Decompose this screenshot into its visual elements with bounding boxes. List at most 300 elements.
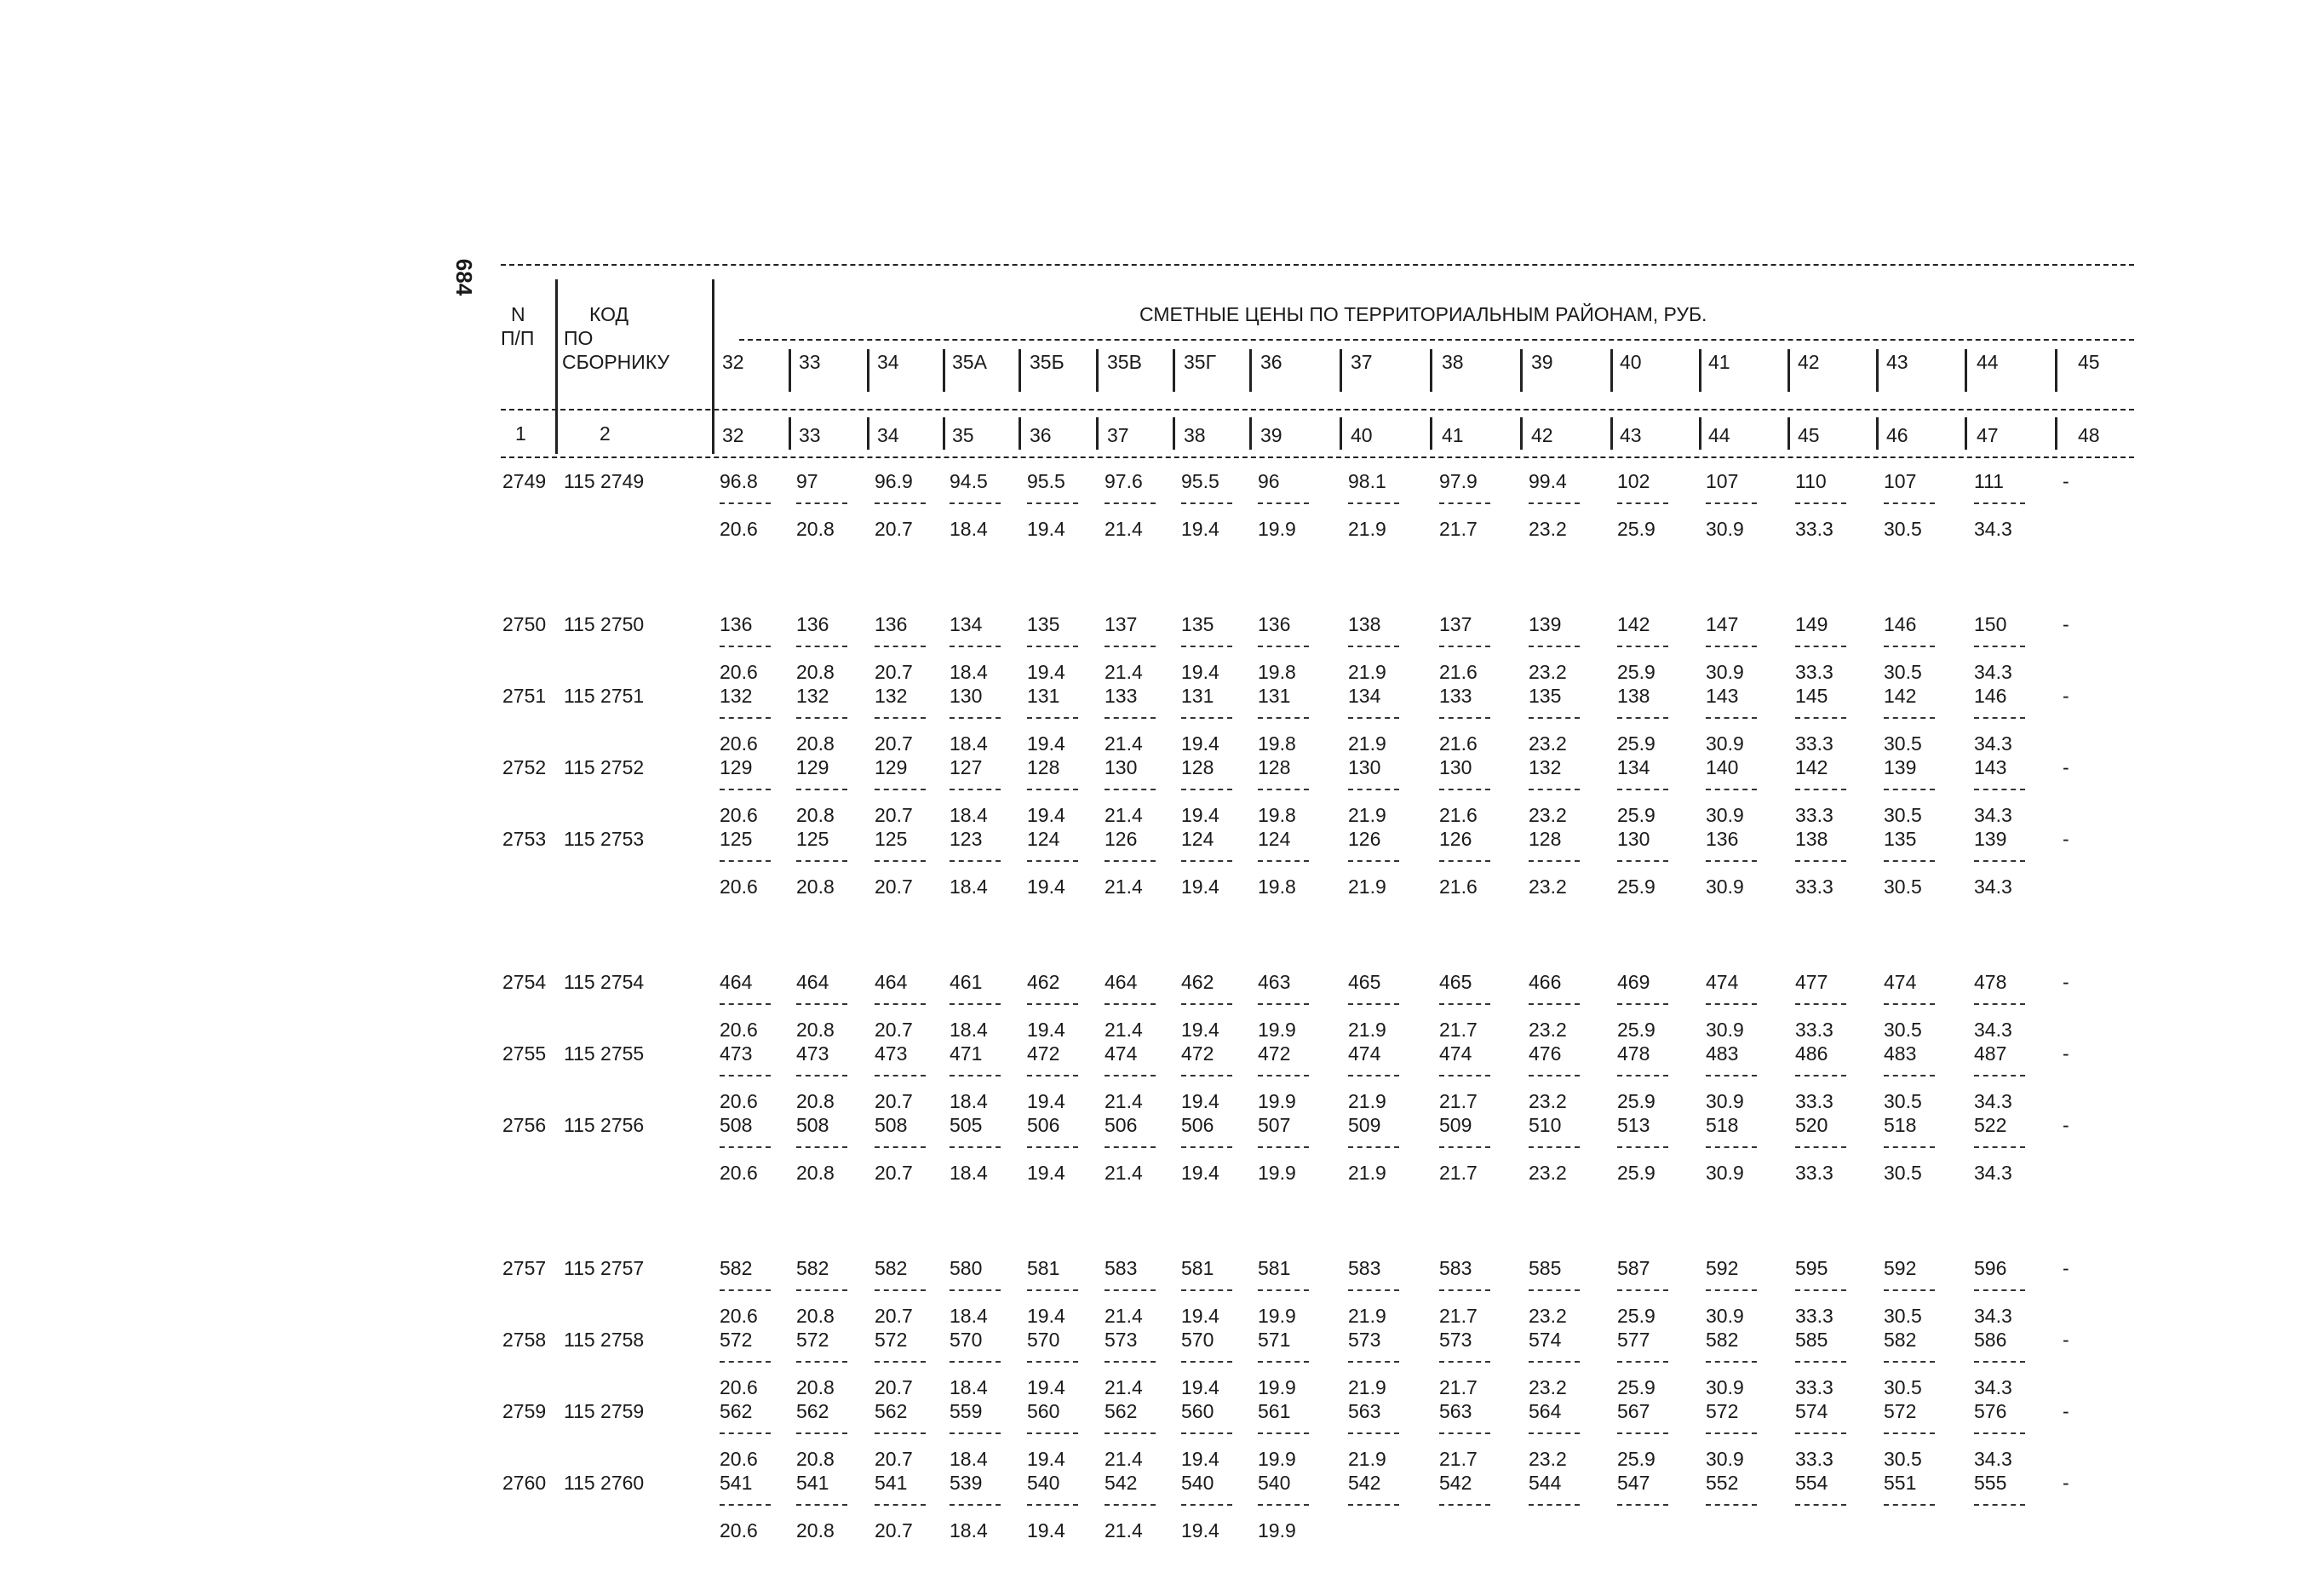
row-code: 115 2753	[564, 828, 645, 850]
price-value: 541	[796, 1472, 829, 1494]
wage-value: 19.4	[1181, 876, 1219, 898]
wage-value: 21.9	[1348, 732, 1386, 755]
wage-value: 20.8	[796, 1019, 835, 1041]
fraction-line	[1258, 646, 1309, 647]
fraction-line	[1258, 1361, 1309, 1363]
column-divider	[1096, 417, 1099, 450]
wage-value: 19.9	[1258, 1519, 1296, 1541]
fraction-line	[1181, 860, 1232, 862]
price-value: 509	[1348, 1114, 1381, 1136]
fraction-line	[1974, 860, 2025, 862]
wage-value: 30.5	[1884, 1305, 1922, 1327]
fraction-line	[1529, 717, 1580, 719]
price-value: 142	[1795, 756, 1828, 778]
fraction-line	[950, 1003, 1001, 1005]
fraction-line	[1617, 860, 1668, 862]
wage-value: 21.9	[1348, 1090, 1386, 1112]
wage-value: 19.4	[1181, 732, 1219, 755]
wage-value: 19.8	[1258, 876, 1296, 898]
price-value: 139	[1974, 828, 2007, 850]
fraction-line	[1439, 1289, 1490, 1291]
price-value: 128	[1181, 756, 1214, 778]
fraction-line	[720, 1361, 771, 1363]
fraction-line	[1348, 1504, 1399, 1506]
fraction-line	[1884, 1146, 1935, 1148]
wage-value: 33.3	[1795, 1019, 1833, 1041]
fraction-line	[950, 1432, 1001, 1434]
wage-value: 18.4	[950, 732, 988, 755]
wage-value: 19.9	[1258, 518, 1296, 540]
fraction-line	[1105, 717, 1156, 719]
wage-value: 23.2	[1529, 1162, 1567, 1184]
row-code: 115 2755	[564, 1042, 645, 1065]
wage-value: 30.9	[1706, 1448, 1744, 1470]
fraction-line	[1181, 646, 1232, 647]
price-value: 465	[1439, 971, 1472, 993]
price-value: 134	[1348, 685, 1381, 707]
header-title: СМЕТНЫЕ ЦЕНЫ ПО ТЕРРИТОРИАЛЬНЫМ РАЙОНАМ, РУБ.	[1139, 303, 1707, 325]
fraction-line	[720, 1075, 771, 1076]
wage-value: 19.9	[1258, 1376, 1296, 1398]
price-value: 560	[1027, 1400, 1060, 1422]
fraction-line	[1348, 1289, 1399, 1291]
wage-value: 20.6	[720, 661, 758, 683]
row-code: 115 2749	[564, 470, 645, 492]
wage-value: 25.9	[1617, 1162, 1655, 1184]
wage-value: 20.7	[875, 804, 913, 826]
fraction-line	[1706, 1075, 1757, 1076]
wage-value: 34.3	[1974, 876, 2012, 898]
fraction-line	[1439, 1075, 1490, 1076]
column-divider	[1096, 349, 1099, 392]
price-value: 102	[1617, 470, 1650, 492]
fraction-line	[1348, 789, 1399, 790]
price-value: 476	[1529, 1042, 1562, 1065]
fraction-line	[1529, 1504, 1580, 1506]
row-number: 2753	[502, 828, 547, 850]
fraction-line	[1795, 1361, 1846, 1363]
wage-value: 21.9	[1348, 1305, 1386, 1327]
fraction-line	[1974, 1075, 2025, 1076]
wage-value: 25.9	[1617, 732, 1655, 755]
wage-value: 34.3	[1974, 1376, 2012, 1398]
fraction-line	[1027, 1432, 1078, 1434]
price-value: 574	[1795, 1400, 1828, 1422]
fraction-line	[1439, 860, 1490, 862]
price-value: 124	[1258, 828, 1291, 850]
price-value: 111	[1974, 470, 2004, 492]
column-number: 1	[515, 422, 526, 445]
price-value: 137	[1439, 613, 1472, 635]
wage-value: 23.2	[1529, 876, 1567, 898]
wage-value: 25.9	[1617, 1305, 1655, 1327]
wage-value: 21.9	[1348, 1376, 1386, 1398]
price-value: 126	[1439, 828, 1472, 850]
fraction-line	[1258, 717, 1309, 719]
wage-value: 19.8	[1258, 804, 1296, 826]
fraction-line	[1348, 646, 1399, 647]
fraction-line	[875, 717, 926, 719]
price-value: 483	[1884, 1042, 1917, 1065]
price-value: 506	[1181, 1114, 1214, 1136]
fraction-line	[1027, 646, 1078, 647]
row-number: 2750	[502, 613, 547, 635]
price-value: 596	[1974, 1257, 2007, 1279]
fraction-line	[1529, 860, 1580, 862]
wage-value: 21.9	[1348, 1162, 1386, 1184]
price-value: 486	[1795, 1042, 1828, 1065]
price-value: 142	[1884, 685, 1917, 707]
column-divider	[1173, 349, 1175, 392]
price-value: 592	[1884, 1257, 1917, 1279]
fraction-line	[1974, 646, 2025, 647]
fraction-line	[1795, 860, 1846, 862]
price-value: 96.9	[875, 470, 913, 492]
wage-value: 18.4	[950, 876, 988, 898]
column-divider	[1965, 417, 1967, 450]
wage-value: 19.4	[1181, 1090, 1219, 1112]
column-divider	[1699, 417, 1701, 450]
wage-value: 21.4	[1105, 732, 1143, 755]
fraction-line	[875, 502, 926, 504]
price-value: 541	[875, 1472, 908, 1494]
fraction-line	[1027, 502, 1078, 504]
fraction-line	[1258, 1432, 1309, 1434]
fraction-line	[1974, 1504, 2025, 1506]
fraction-line	[1974, 789, 2025, 790]
fraction-line	[1617, 1289, 1668, 1291]
fraction-line	[1795, 1432, 1846, 1434]
column-number: 41	[1442, 424, 1464, 446]
wage-value: 20.6	[720, 518, 758, 540]
row-dash: -	[2063, 613, 2069, 635]
fraction-line	[1105, 1146, 1156, 1148]
price-value: 582	[720, 1257, 753, 1279]
fraction-line	[950, 1361, 1001, 1363]
wage-value: 21.4	[1105, 1305, 1143, 1327]
price-value: 552	[1706, 1472, 1739, 1494]
fraction-line	[1974, 1432, 2025, 1434]
wage-value: 21.9	[1348, 804, 1386, 826]
fraction-line	[1105, 1003, 1156, 1005]
wage-value: 34.3	[1974, 804, 2012, 826]
fraction-line	[875, 1146, 926, 1148]
wage-value: 33.3	[1795, 804, 1833, 826]
fraction-line	[720, 1146, 771, 1148]
wage-value: 23.2	[1529, 1305, 1567, 1327]
rule-line	[501, 264, 2134, 266]
wage-value: 19.4	[1027, 1019, 1065, 1041]
region-header: 35Г	[1184, 351, 1217, 373]
region-header: 38	[1442, 351, 1464, 373]
fraction-line	[1617, 789, 1668, 790]
wage-value: 20.7	[875, 1519, 913, 1541]
fraction-line	[720, 717, 771, 719]
column-number: 36	[1030, 424, 1052, 446]
price-value: 462	[1027, 971, 1060, 993]
fraction-line	[1617, 646, 1668, 647]
wage-value: 20.7	[875, 518, 913, 540]
price-value: 571	[1258, 1329, 1291, 1351]
wage-value: 30.5	[1884, 518, 1922, 540]
price-value: 513	[1617, 1114, 1650, 1136]
wage-value: 21.4	[1105, 1519, 1143, 1541]
fraction-line	[1105, 1361, 1156, 1363]
price-value: 587	[1617, 1257, 1650, 1279]
fraction-line	[1348, 1361, 1399, 1363]
price-value: 478	[1617, 1042, 1650, 1065]
price-value: 99.4	[1529, 470, 1567, 492]
wage-value: 20.7	[875, 1019, 913, 1041]
price-value: 129	[796, 756, 829, 778]
column-number: 32	[722, 424, 744, 446]
price-value: 474	[1348, 1042, 1381, 1065]
wage-value: 25.9	[1617, 661, 1655, 683]
wage-value: 19.4	[1027, 1305, 1065, 1327]
fraction-line	[1439, 1504, 1490, 1506]
row-code: 115 2751	[564, 685, 645, 707]
fraction-line	[720, 1432, 771, 1434]
wage-value: 21.9	[1348, 1448, 1386, 1470]
wage-value: 18.4	[950, 804, 988, 826]
price-value: 592	[1706, 1257, 1739, 1279]
price-value: 505	[950, 1114, 983, 1136]
fraction-line	[1529, 1361, 1580, 1363]
price-value: 132	[720, 685, 753, 707]
fraction-line	[950, 860, 1001, 862]
fraction-line	[1795, 646, 1846, 647]
column-divider	[1340, 417, 1342, 450]
column-divider	[2055, 349, 2057, 392]
region-header: 40	[1620, 351, 1642, 373]
fraction-line	[1884, 1289, 1935, 1291]
fraction-line	[950, 1075, 1001, 1076]
header-col2-line2: ПО	[564, 327, 594, 349]
price-value: 129	[875, 756, 908, 778]
fraction-line	[875, 860, 926, 862]
region-header: 35А	[952, 351, 987, 373]
wage-value: 21.6	[1439, 804, 1478, 826]
fraction-line	[1027, 789, 1078, 790]
price-value: 562	[796, 1400, 829, 1422]
wage-value: 20.7	[875, 661, 913, 683]
column-number: 35	[952, 424, 974, 446]
wage-value: 21.9	[1348, 518, 1386, 540]
fraction-line	[1181, 1504, 1232, 1506]
column-divider	[555, 279, 558, 454]
fraction-line	[796, 860, 847, 862]
price-value: 131	[1027, 685, 1060, 707]
price-value: 136	[875, 613, 908, 635]
fraction-line	[1617, 1003, 1668, 1005]
fraction-line	[1348, 502, 1399, 504]
price-value: 126	[1105, 828, 1138, 850]
row-dash: -	[2063, 1400, 2069, 1422]
price-value: 572	[875, 1329, 908, 1351]
fraction-line	[1181, 1146, 1232, 1148]
fraction-line	[1439, 717, 1490, 719]
wage-value: 21.9	[1348, 661, 1386, 683]
row-code: 115 2756	[564, 1114, 645, 1136]
price-value: 508	[875, 1114, 908, 1136]
fraction-line	[1795, 1504, 1846, 1506]
fraction-line	[720, 789, 771, 790]
column-divider	[1173, 417, 1175, 450]
column-divider	[1787, 417, 1790, 450]
price-value: 139	[1529, 613, 1562, 635]
row-dash: -	[2063, 1114, 2069, 1136]
price-value: 554	[1795, 1472, 1828, 1494]
wage-value: 18.4	[950, 661, 988, 683]
fraction-line	[720, 1504, 771, 1506]
wage-value: 19.8	[1258, 732, 1296, 755]
column-divider	[1430, 349, 1432, 392]
price-value: 506	[1105, 1114, 1138, 1136]
fraction-line	[875, 646, 926, 647]
wage-value: 20.8	[796, 876, 835, 898]
row-dash: -	[2063, 470, 2069, 492]
price-value: 465	[1348, 971, 1381, 993]
wage-value: 19.4	[1027, 804, 1065, 826]
fraction-line	[796, 1432, 847, 1434]
wage-value: 30.9	[1706, 1305, 1744, 1327]
region-header: 43	[1886, 351, 1908, 373]
region-header: 32	[722, 351, 744, 373]
fraction-line	[1439, 502, 1490, 504]
price-value: 107	[1706, 470, 1739, 492]
column-number: 34	[877, 424, 899, 446]
fraction-line	[1027, 1504, 1078, 1506]
column-divider	[1787, 349, 1790, 392]
wage-value: 18.4	[950, 1090, 988, 1112]
row-number: 2757	[502, 1257, 547, 1279]
column-number: 38	[1184, 424, 1206, 446]
wage-value: 23.2	[1529, 1019, 1567, 1041]
column-divider	[867, 349, 869, 392]
row-number: 2756	[502, 1114, 547, 1136]
wage-value: 19.9	[1258, 1090, 1296, 1112]
price-value: 97.6	[1105, 470, 1143, 492]
price-value: 472	[1027, 1042, 1060, 1065]
row-number: 2749	[502, 470, 547, 492]
wage-value: 25.9	[1617, 1376, 1655, 1398]
row-number: 2754	[502, 971, 547, 993]
wage-value: 34.3	[1974, 1305, 2012, 1327]
fraction-line	[1884, 860, 1935, 862]
price-value: 147	[1706, 613, 1739, 635]
fraction-line	[1181, 1003, 1232, 1005]
fraction-line	[1439, 789, 1490, 790]
wage-value: 19.4	[1027, 661, 1065, 683]
fraction-line	[1027, 860, 1078, 862]
price-value: 133	[1105, 685, 1138, 707]
region-header: 33	[799, 351, 821, 373]
price-value: 472	[1181, 1042, 1214, 1065]
fraction-line	[1529, 1075, 1580, 1076]
price-value: 140	[1706, 756, 1739, 778]
wage-value: 21.7	[1439, 1448, 1478, 1470]
wage-value: 20.6	[720, 1162, 758, 1184]
fraction-line	[1439, 646, 1490, 647]
column-divider	[1965, 349, 1967, 392]
fraction-line	[1439, 1361, 1490, 1363]
fraction-line	[1706, 1289, 1757, 1291]
fraction-line	[1706, 717, 1757, 719]
price-value: 135	[1884, 828, 1917, 850]
fraction-line	[1181, 789, 1232, 790]
price-value: 128	[1529, 828, 1562, 850]
fraction-line	[1348, 1075, 1399, 1076]
rule-line	[501, 409, 2134, 410]
fraction-line	[796, 502, 847, 504]
fraction-line	[950, 1146, 1001, 1148]
wage-value: 33.3	[1795, 1090, 1833, 1112]
fraction-line	[950, 1504, 1001, 1506]
column-divider	[2055, 417, 2057, 450]
price-value: 586	[1974, 1329, 2007, 1351]
wage-value: 18.4	[950, 1519, 988, 1541]
wage-value: 19.9	[1258, 1305, 1296, 1327]
fraction-line	[1706, 860, 1757, 862]
fraction-line	[1706, 789, 1757, 790]
wage-value: 18.4	[950, 1448, 988, 1470]
fraction-line	[1258, 1289, 1309, 1291]
wage-value: 23.2	[1529, 1090, 1567, 1112]
column-divider	[1019, 417, 1021, 450]
fraction-line	[1974, 717, 2025, 719]
price-value: 581	[1181, 1257, 1214, 1279]
fraction-line	[1027, 717, 1078, 719]
price-value: 464	[875, 971, 908, 993]
wage-value: 21.4	[1105, 1376, 1143, 1398]
price-value: 506	[1027, 1114, 1060, 1136]
fraction-line	[1181, 1432, 1232, 1434]
wage-value: 20.6	[720, 732, 758, 755]
price-value: 574	[1529, 1329, 1562, 1351]
price-value: 107	[1884, 470, 1917, 492]
fraction-line	[875, 1361, 926, 1363]
header-col1-line2: П/П	[501, 327, 535, 349]
fraction-line	[1884, 1075, 1935, 1076]
price-value: 563	[1439, 1400, 1472, 1422]
fraction-line	[1795, 502, 1846, 504]
price-value: 561	[1258, 1400, 1291, 1422]
price-value: 487	[1974, 1042, 2007, 1065]
wage-value: 21.7	[1439, 1090, 1478, 1112]
region-header: 35В	[1107, 351, 1142, 373]
wage-value: 20.7	[875, 1448, 913, 1470]
wage-value: 33.3	[1795, 1162, 1833, 1184]
fraction-line	[875, 1504, 926, 1506]
fraction-line	[875, 789, 926, 790]
wage-value: 30.9	[1706, 518, 1744, 540]
fraction-line	[1884, 789, 1935, 790]
wage-value: 19.4	[1181, 1019, 1219, 1041]
fraction-line	[1105, 1432, 1156, 1434]
wage-value: 34.3	[1974, 1162, 2012, 1184]
fraction-line	[1258, 789, 1309, 790]
price-value: 94.5	[950, 470, 988, 492]
price-value: 542	[1348, 1472, 1381, 1494]
wage-value: 21.7	[1439, 1162, 1478, 1184]
wage-value: 23.2	[1529, 732, 1567, 755]
price-value: 138	[1795, 828, 1828, 850]
price-value: 95.5	[1181, 470, 1219, 492]
column-divider	[1610, 349, 1613, 392]
wage-value: 19.9	[1258, 1162, 1296, 1184]
wage-value: 21.4	[1105, 518, 1143, 540]
price-value: 572	[1706, 1400, 1739, 1422]
